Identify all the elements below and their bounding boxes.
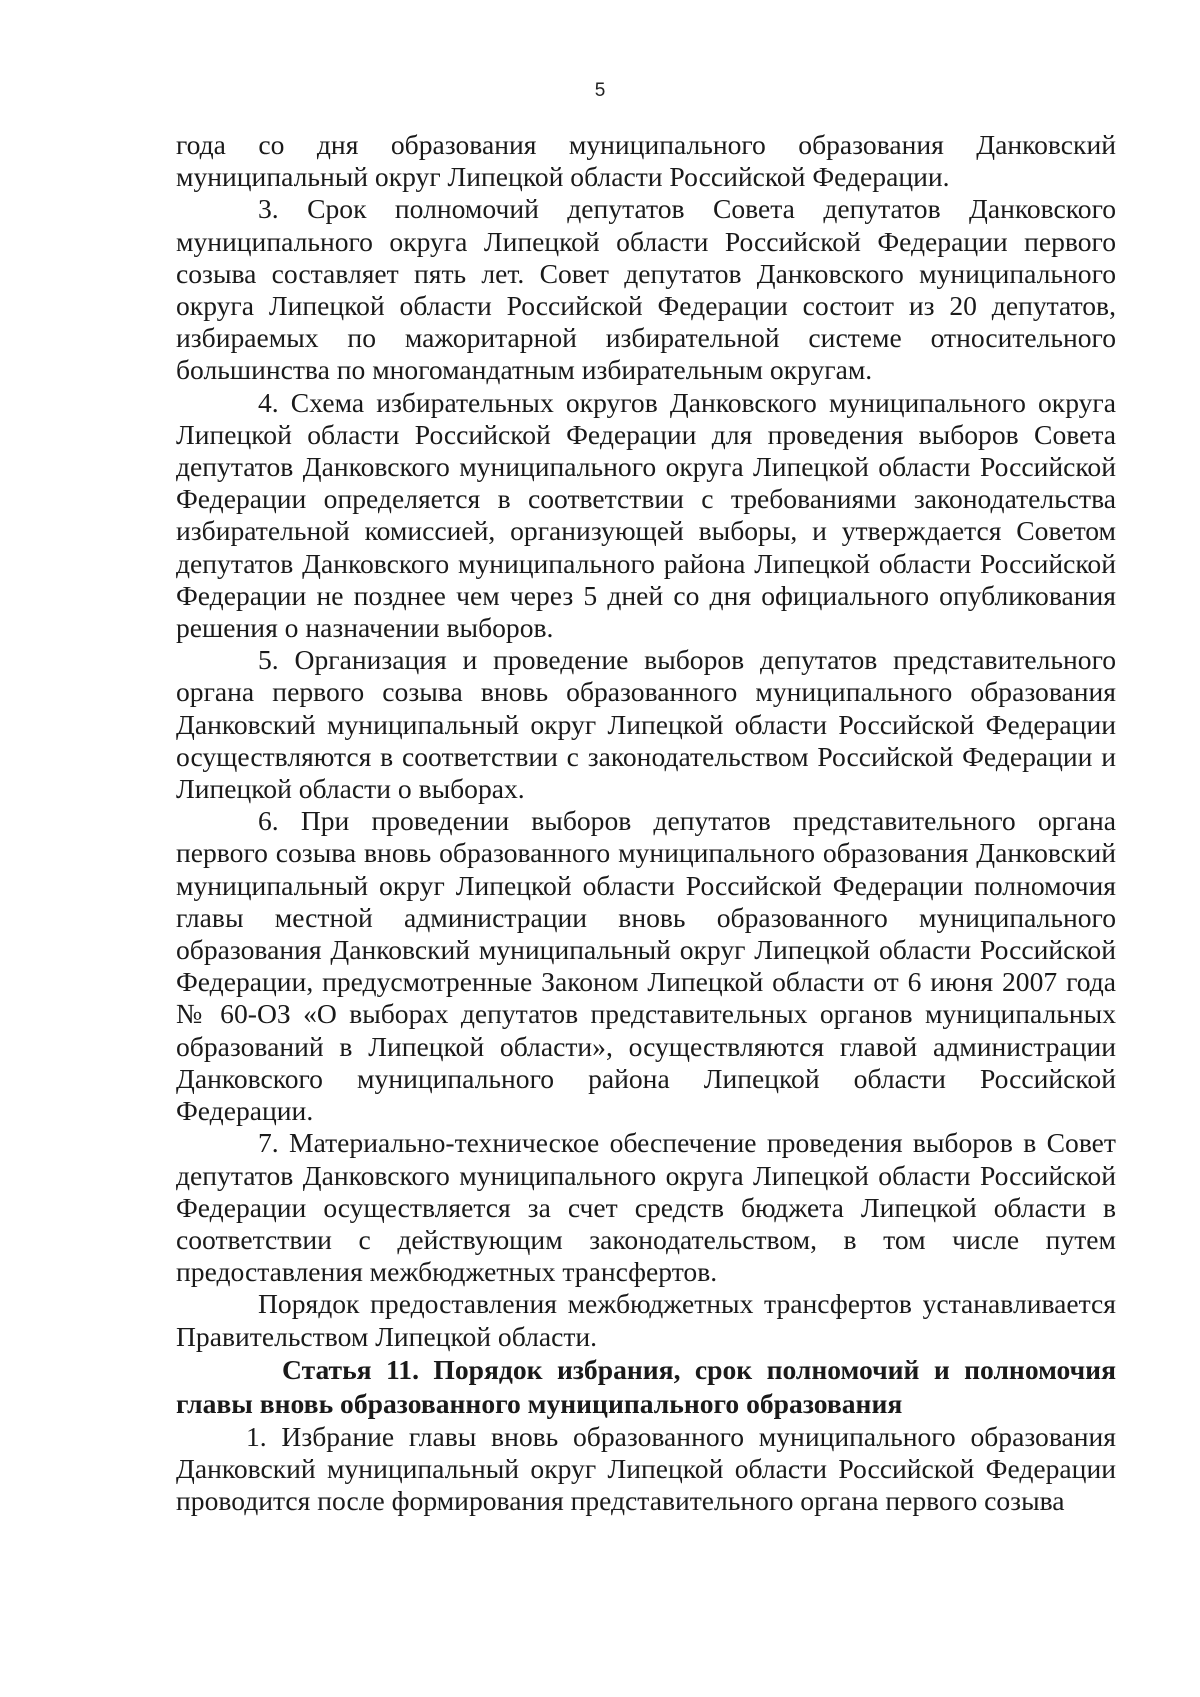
article-11-body xyxy=(176,1421,1116,1518)
paragraph-item-4: 4. Схема избирательных округов Данковского муниципального округа Липецкой области Российской Федерации для проведения выборов Совета депутатов Данковского муниципального округа Липецкой области Российской Федерации определяется в соответствии с требованиями законодательства избирательной комиссией, организующей выборы, и утверждается Советом депутатов Данковского муниципального района Липецкой области Российской Федерации не позднее чем через 5 дней со дня официального опубликования решения о назначении выборов. xyxy=(176,386,1116,644)
article-heading: Статья 11. Порядок избрания, срок полномочий и полномочия главы вновь образованного муниципального образования xyxy=(176,1353,1116,1419)
paragraph-continuation: года со дня образования муниципального образования Данковский муниципальный округ Липецкой области Российской Федерации. xyxy=(176,129,1116,193)
document-body xyxy=(176,129,1116,1517)
paragraph-item-6: 6. При проведении выборов депутатов представительного органа первого созыва вновь образованного муниципального образования Данковский муниципальный округ Липецкой области Российской Федерации полномочия главы местной администрации вновь образованного муниципального образования Данковский муниципальный округ Липецкой области Российской Федерации, предусмотренные Законом Липецкой области от 6 июня 2007 года № 60-ОЗ «О выборах депутатов представительных органов муниципальных образований в Липецкой области», осуществляются главой администрации Данковского муниципального района Липецкой области Российской Федерации. xyxy=(176,805,1116,1127)
paragraph-transfers: Порядок предоставления межбюджетных трансфертов устанавливается Правительством Липецкой области. xyxy=(176,1288,1116,1352)
paragraph-item-5: 5. Организация и проведение выборов депутатов представительного органа первого созыва вновь образованного муниципального образования Данковский муниципальный округ Липецкой области Российской Федерации осуществляются в соответствии с законодательством Российской Федерации и Липецкой области о выборах. xyxy=(176,644,1116,805)
paragraph-article-11-item-1: 1. Избрание главы вновь образованного муниципального образования Данковский муниципальный округ Липецкой области Российской Федерации проводится после формирования представительного органа первого созыва xyxy=(176,1420,1116,1517)
paragraph-item-7: 7. Материально-техническое обеспечение проведения выборов в Совет депутатов Данковского муниципального округа Липецкой области Российской Федерации осуществляется за счет средств бюджета Липецкой области в соответствии с действующим законодательством, в том числе путем предоставления межбюджетных трансфертов. xyxy=(176,1127,1116,1288)
paragraph-item-3: 3. Срок полномочий депутатов Совета депутатов Данковского муниципального округа Липецкой области Российской Федерации первого созыва составляет пять лет. Совет депутатов Данковского муниципального округа Липецкой области Российской Федерации состоит из 20 депутатов, избираемых по мажоритарной избирательной системе относительного большинства по многомандатным избирательным округам. xyxy=(176,193,1116,386)
page-number: 5 xyxy=(594,80,606,101)
